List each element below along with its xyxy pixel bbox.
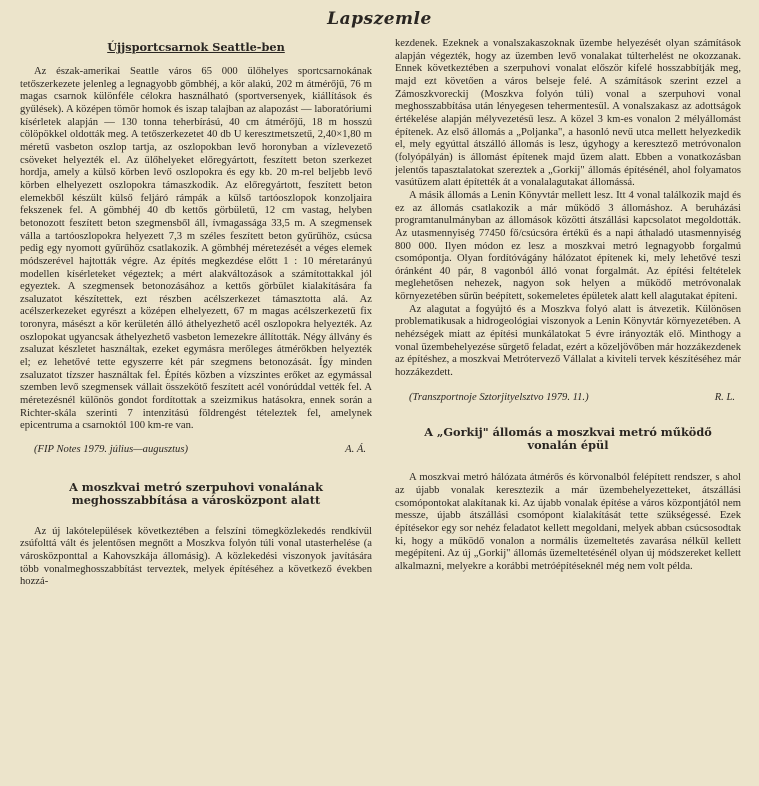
article-body-serpukhov-p2: A másik állomás a Lenin Könyvtár mellett lesz. Itt 4 vonal találkozik majd és ez az állomás csatlakozik a már működő 3 állomáshoz. A beruházási programtanulmányban az állomások közötti átszállási kapcsolatot megoldották. Az utasmennyiség 77450 fő/csúcsóra értékű és a napi áthaladó utasmennyiség 800 000. Ilyen módon ez lesz a moszkvai metró legnagyobb forgalmú csomópontja. Olyan fordítóvágány hálózatot építenek ki, mely lehetővé teszi óránként 40 pár, 8 vagonból álló vonat forgalmát. Az építési feltételek meglehetősen nehezek, nagyon sok helyen a működő metróvonalak környezetében sűrűn beépített, sokemeletes épületek alatt kell alagutakat építeni. [395,189,741,303]
article-title-serpukhov: A moszkvai metró szerpuhovi vonalának meghosszabbítása a városközpont alatt [69,479,323,507]
article-source: (FIP Notes 1979. július—augusztus) [34,444,189,456]
article-body-serpukhov-start: Az új lakótelepülések következtében a felszíni tömegközlekedés rendkívül zsúfolttá vált és jelentősen megnőtt a Moszkva folyón túli vonal utasterhelése (a városközponttal a Kahovszkája állomásig). A közlekedési viszonyok javítására több vonalmeghosszabbítást terveztek, melyek építéséhez a következő években hozzá- [20,525,372,588]
article-title-seattle: Újjsportcsarnok Seattle-ben [107,40,285,54]
article-author: A. Á. [345,444,366,456]
running-head-title: Lapszemle [327,9,432,29]
article-body-serpukhov-cont: kezdenek. Ezeknek a vonalszakaszoknak üzembe helyezését olyan számítások alapján végezték, hogy az üzemben levő vonalakat túlterhelést ne okozzanak. Ennek következtében a szerpuhovi vonalat először kifelé hosszabbítják meg, majd ezt követően a város belseje felé. A számítások szerint ezzel a Zámoszkvoreckij (Moszkva folyón túli) vonal a szerpuhovi vonal meghosszabbítása után lényegesen tehermentesül. A vonalszakasz az adottságok értékelése alapján mélyvezetésű lesz. A közel 3 km-es vonalon 2 mélyállomást építenek. Az első állomás a „Poljanka", a hasonló nevű utca mellett helyezkedik el, mely egyúttal átszálló állomás is lesz, úgyhogy a keresztező metróvonalon (folyópályán) is állomást építenek majd üzem alatt. Ebben a vonatkozásban jelentős tapasztalatokat szereztek a „Gorkij" állomás építésénél, ahol folyamatos vasútüzem alatt építették át a vonalalagutakat állomássá. [395,38,741,189]
article-body-seattle: Az észak-amerikai Seattle város 65 000 ülőhelyes sportcsarnokának tetőszerkezete jelenleg a legnagyobb gömbhéj, a kör alakú, 202 m átmérőjű, 76 m magas csarnok különféle célokra használható (sportversenyek, kiállítások és gyűlések). A középen tömör homok és iszap talajban az alapozást — laboratóriumi kísérletek alapján — 130 tonna teherbírású, 40 cm átmérőjű, 18 m hosszú cölöpökkel oldották meg. A tetőszerkezetet 40 db U keresztmetszetű, 2,40×1,80 m méretű vasbeton oszlop tartja, az oszlopokban levő horonyban a vízlevezető csöveket helyezték el. Az ülőhelyeket előregyártott, feszített beton szerkezet hordja, amely a külső körben levő oszlopokra és egy kb. 20 m-rel beljebb levő körben elhelyezett oszlopokra támaszkodik. Az előregyártott, feszített beton elemekből készült külső feljáró rámpák a külső tartóoszlopok konzoljaira fekszenek fel. A gömbhéj 40 db kettős görbületű, 12 cm vastag, helyben betonozott feszített beton szegmensből áll, ívmagassága 33,5 m. A szegmensek válla a tartóoszlopokra helyezett 7,3 m széles feszített beton gyűrűhöz, csúcsa pedig egy nyomott gyűrűhöz csatlakozik. A gömbhéj méretezését a véges elemek módszerével hajtották végre. Az építés megkezdése előtt 1 : 10 méretarányú modellen kísérleteket végeztek; a mért alakváltozások a számítottakkal jól egyeztek. A szegmensek betonozásához a kettős görbület kialakítására fa zsaluzatot készítettek, ezt részben acélszerkezet támasztotta alá. Az acélszerkezeket egyrészt a középen elhelyezett, 67 m magas acélszerkezetű fix toronyra, másészt a kör kerületén álló áthelyezhető acél oszlopokra helyezték. Az oszlopokat ugyancsak áthelyezhető vasbeton lemezekre állították. Négy állvány és zsaluzat készletet használtak, ezeket egymásra merőleges átmérőkben helyezték el; ez lehetővé tette egyszerre két pár szegmens betonozását. Így minden zsaluzatot tízszer használtak fel. Építés közben a vízszintes erőket az egymással szemben levő szegmensek vállait összekötő feszített acél vonórúddal vették fel. A méretezésnél különös gondot fordítottak a szeizmikus hatásokra, ennek során a Richter-skála szerinti 7 intenzitású földrengést tételeztek fel, amelynek epicentruma a csarnoktól 100 km-re van. [20,66,372,432]
article-author: R. L. [714,391,735,403]
article-source-line [20,444,372,457]
left-column [20,40,372,589]
article-body-serpukhov-p3: Az alagutat a fogyújtó és a Moszkva folyó alatt is átvezetik. Különösen problematikusak a hidrogeológiai viszonyok a Lenin Könyvtár környezetében. A nehézségek miatt az építési munkálatokat 5 évre irányozták elő. Minthogy a vonal üzembehelyezése sürgető feladat, ezért a közeljövőben már hozzákezdenek az építéshez, a moszkvai Metrótervező Vállalat a kiviteli tervek készítéséhez már hozzákezdett. [395,303,741,379]
article-source: (Transzportnoje Sztorjityelsztvo 1979. 11.) [409,391,589,403]
article-body-gorkij: A moszkvai metró hálózata átmérős és körvonalból felépített rendszer, s ahol az újabb vonalak keresztezik a már üzembehelyezetteket, átszállási csomópontokat alakítanak ki. Az újabb vonalak építése a város központjától nem messze, újabb átszállási csomópont kialakítását tette szükségessé. Ezek építésekor egy sor nehéz feladatot kellett megoldani, melyek abban csúcsosodtak ki, hogy a működő vonalon a normális üzemeltetés zavarása nélkül kellett megépíteni. Az új „Gorkij" állomás üzemeltetésénél olyan új módszereket kellett alkalmazni, melyekre a korábbi metróépítéseknél még nem volt példa. [395,472,741,572]
article-source-line [395,392,741,405]
article-title-gorkij: A „Gorkij" állomás a moszkvai metró működő vonalán épül [424,425,712,453]
right-column [395,38,741,574]
